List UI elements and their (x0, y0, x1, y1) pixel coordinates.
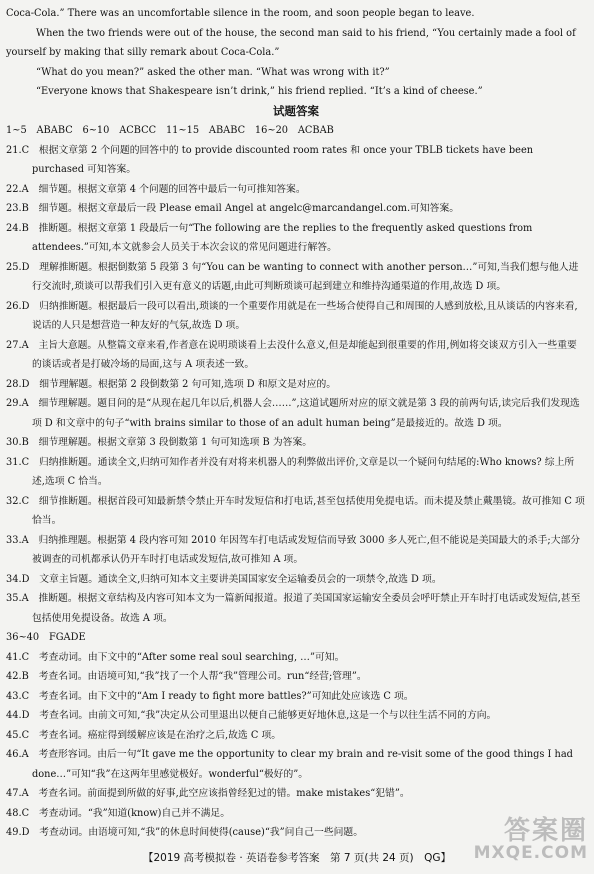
answer-heading: 试题答案 (273, 103, 319, 118)
answer-item: 32.C 细节推断题。根据首段可知最新禁令禁止开车时发短信和打电话,甚至包括使用免提电话。而未提及禁止戴墨镜。故可推知 C 项恰当。 (6, 495, 585, 526)
page-footer: 【2019 高考模拟卷 · 英语卷参考答案 第 7 页(共 24 页) QG】 (142, 852, 452, 864)
answer-item: 23.B 细节题。根据文章最后一段 Please email Angel at angelc@marcandangel.com.可知答案。 (6, 203, 460, 214)
answer-item: 42.B 考查名词。由语境可知,“我”找了一个人帮“我”管理公司。run“经营;管理”。 (6, 671, 367, 682)
passage-line: Coca-Cola.” There was an uncomfortable silence in the room, and soon people began to leave. (6, 8, 475, 19)
watermark-url: MXQE.COM (473, 843, 588, 864)
answer-item: 41.C 考查动词。由下文中的“After some real soul searching, …”可知。 (6, 651, 345, 663)
answer-item: 36~40 FGADE (6, 632, 86, 643)
answer-item: 30.B 细节理解题。根据文章第 3 段倒数第 1 句可知选项 B 为答案。 (6, 437, 313, 448)
answer-item: 49.D 考查动词。由语境可知,“我”的休息时间使得(cause)“我”问自己一些问题。 (6, 827, 364, 838)
answer-list (6, 121, 588, 846)
answer-item: 35.A 推断题。根据文章结构及内容可知本文为一篇新闻报道。报道了美国国家运输安全委员会呼吁禁止开车时打电话或发短信,甚至包括使用免提设备。故选 A 项。 (6, 593, 581, 624)
answer-item: 26.D 归纳推断题。根据最后一段可以看出,琐谈的一个重要作用就是在一些场合使得自己和周围的人感到放松,且从谈话的内容来看,说话的人只是想营造一种友好的气氛,故选 D 项。 (6, 300, 578, 331)
answer-item: 21.C 根据文章第 2 个问题的回答中的 to provide discounted room rates 和 once your TBLB tickets have been purchased 可知答案。 (6, 144, 534, 175)
answer-item: 1~5 ABABC 6~10 ACBCC 11~15 ABABC 16~20 ACBAB (6, 125, 334, 136)
answer-item: 48.C 考查动词。“我”知道(know)自己并不满足。 (6, 807, 231, 819)
answer-item: 24.B 推断题。根据文章第 1 段最后一句“The following are the replies to the frequently asked questions from attendees.”可知,本文就参会人员关于本次会议的常见问题进行解答。 (6, 222, 533, 253)
passage-paragraph: “Everyone knows that Shakespeare isn’t drink,” his friend replied. “It’s a kind of cheese.” (36, 86, 483, 97)
answer-item: 27.A 主旨大意题。从整篇文章来看,作者意在说明琐谈看上去没什么意义,但是却能起到很重要的作用,例如将交谈双方引入一些重要的谈话或者是打破冷场的局面,这与 A 项表述一致。 (6, 339, 577, 370)
answer-item: 44.D 考查名词。由前文可知,“我”决定从公司里退出以便自己能够更好地休息,这是一个与以往生活不同的方向。 (6, 710, 497, 721)
watermark-logo (474, 818, 588, 863)
answer-item: 25.D 理解推断题。根据倒数第 5 段第 3 句“You can be wanting to connect with another person…”可知,当我们想与他人进行交流时,琐谈可以帮我们引入更有意义的话题,由此可判断琐谈可起到建立和维持沟通渠道的作用,故选 D 项。 (6, 261, 579, 292)
answer-item: 22.A 细节题。根据文章第 4 个问题的回答中最后一句可推知答案。 (6, 183, 306, 195)
watermark-text: 答案圈 (503, 816, 588, 846)
passage-paragraph: When the two friends were out of the house, the second man said to his friend, “You certainly made a fool of yourself by making that silly remark about Coca-Cola.” (6, 27, 576, 58)
answer-item: 46.A 考查形容词。由后一句“It gave me the opportunity to clear my brain and re-visit some of the good things I had done…”可知“我”在这两年里感觉极好。wonderful“极好的”。 (6, 749, 573, 780)
answer-item: 31.C 归纳推断题。通读全文,归纳可知作者并没有对将来机器人的利弊做出评价,文章是以一个疑问句结尾的:Who knows? 综上所述,选项 C 恰当。 (6, 456, 575, 487)
answer-item: 47.A 考查名词。前面提到所做的好事,此空应该指曾经犯过的错。make mistakes“犯错”。 (6, 788, 410, 799)
document-body (6, 4, 588, 846)
answer-item: 29.A 细节理解题。题目问的是“从现在起几年以后,机器人会……”,这道试题所对应的原文就是第 3 段的前两句话,读完后我们发现选项 D 和文章中的句子“with brains similar to those of an adult human being”是最接近的。故选 D 项。 (6, 398, 580, 429)
answer-item: 34.D 文章主旨题。通读全文,归纳可知本文主要讲美国国家安全运输委员会的一项禁令,故选 D 项。 (6, 573, 442, 585)
answer-item: 45.C 考查名词。癌症得到缓解应该是在治疗之后,故选 C 项。 (6, 729, 282, 741)
answer-item: 28.D 细节理解题。根据第 2 段倒数第 2 句可知,选项 D 和原文是对应的。 (6, 378, 337, 390)
answer-item: 33.A 归纳推理题。根据第 4 段内容可知 2010 年因驾车打电话或发短信而导致 3000 多人死亡,但不能说是美国最大的杀手;大部分被调查的司机都承认仍开车时打电话或发短信,故可推知 A 项。 (6, 534, 581, 565)
passage-paragraph: “What do you mean?” asked the other man. “What was wrong with it?” (36, 66, 390, 78)
answer-item: 43.C 考查名词。由下文中的“Am I ready to fight more battles?”可知此处应该选 C 项。 (6, 690, 414, 702)
